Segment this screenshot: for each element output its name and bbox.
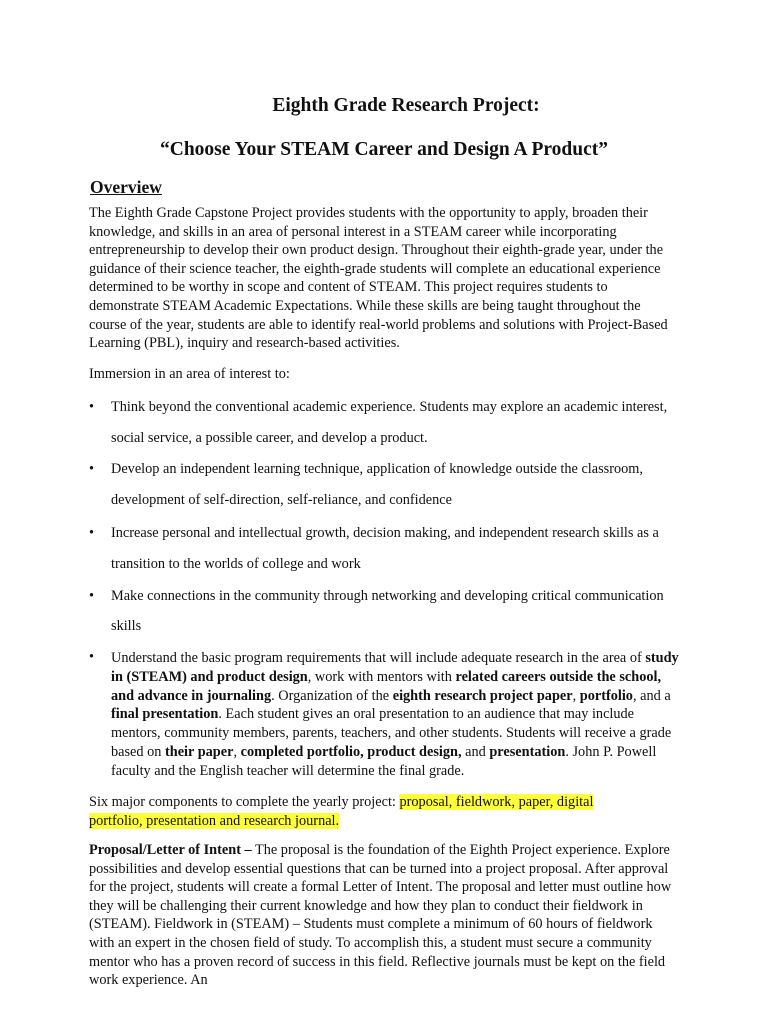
text-run: . Organization of the: [271, 687, 393, 704]
bullet-line: development of self-direction, self-reliance, and confidence: [111, 492, 452, 508]
bullet-line: skills: [111, 618, 142, 634]
text-run: Understand the basic program requirements that will include adequate research in the area of: [111, 650, 646, 666]
text-run: , and a: [632, 687, 671, 704]
bullet-line: Think beyond the conventional academic experience. Students may explore an academic interest,: [111, 399, 668, 415]
proposal-label: Proposal/Letter of Intent –: [89, 842, 252, 858]
bullet-marker: •: [89, 525, 95, 541]
text-run: and: [461, 743, 490, 760]
text-run: Six major components to complete the yearly project:: [89, 794, 400, 810]
bold-run: their paper: [165, 743, 234, 760]
bullet-marker: •: [89, 399, 95, 415]
bold-run: portfolio: [579, 687, 633, 704]
overview-heading: Overview: [90, 177, 162, 197]
bullet-line: transition to the worlds of college and work: [111, 556, 361, 572]
immersion-intro: Immersion in an area of interest to:: [89, 366, 290, 382]
bullet-line: social service, a possible career, and develop a product.: [111, 430, 428, 446]
six-components-line: [89, 793, 649, 830]
bullet-paragraph: [111, 649, 681, 781]
bullet-line: Increase personal and intellectual growth, decision making, and independent research skills as a: [111, 525, 659, 541]
bullet-marker: •: [89, 588, 95, 604]
bold-run: presentation: [489, 743, 566, 760]
text-run: . Each student gives an oral presentation to an audience that may include mentors, community members, parents, teachers, and other students. Students will receive a grade based on: [111, 706, 672, 760]
document-title: Eighth Grade Research Project:: [272, 95, 540, 116]
bold-run: final presentation: [111, 706, 219, 723]
text-run: ,: [572, 687, 580, 704]
text-run: , work with mentors with: [307, 668, 456, 685]
document-subtitle: “Choose Your STEAM Career and Design A Product”: [160, 139, 608, 160]
bold-run: related careers outside the school, and advance in journaling: [111, 668, 662, 704]
bold-run: eighth research project paper: [392, 687, 573, 704]
text-run: ,: [233, 743, 241, 760]
bullet-marker: •: [89, 649, 95, 665]
highlighted-components: proposal, fieldwork, paper, digital portfolio, presentation and research journal.: [89, 794, 594, 829]
text-run: . John P. Powell faculty and the English teacher will determine the final grade.: [111, 743, 657, 779]
overview-paragraph: The Eighth Grade Capstone Project provides students with the opportunity to apply, broaden their knowledge, and skills in an area of personal interest in a STEAM career while incorporating entrepreneurship to develop their own product design. Throughout their eighth-grade year, under the guidance of their science teacher, the eighth-grade students will complete an educational experience determined to be worthy in scope and content of STEAM. This project requires students to demonstrate STEAM Academic Expectations. While these skills are being taught throughout the course of the year, students are able to identify real-world problems and solutions with Project-Based Learning (PBL), inquiry and research-based activities.: [89, 205, 668, 352]
bullet-marker: •: [89, 461, 95, 477]
text-run: The proposal is the foundation of the Eighth Project experience. Explore possibilities and develop essential questions that can be turned into a project proposal. After approval for the project, students will create a formal Letter of Intent. The proposal and letter must outline how they will be challenging their current knowledge and how they plan to conduct their fieldwork in (STEAM). Fieldwork in (STEAM) – Students must complete a minimum of 60 hours of fieldwork with an expert in the chosen field of study. To accomplish this, a student must secure a community mentor who has a proven record of success in this field. Reflective journals must be kept on the field work experience. An: [89, 842, 672, 989]
proposal-paragraph: [89, 841, 679, 990]
bold-run: completed portfolio, product design,: [240, 743, 462, 760]
bullet-line: Develop an independent learning technique, application of knowledge outside the classroom,: [111, 461, 644, 477]
bullet-line: Make connections in the community through networking and developing critical communication: [111, 588, 664, 604]
bold-run: study in (STEAM) and product design: [111, 650, 679, 685]
